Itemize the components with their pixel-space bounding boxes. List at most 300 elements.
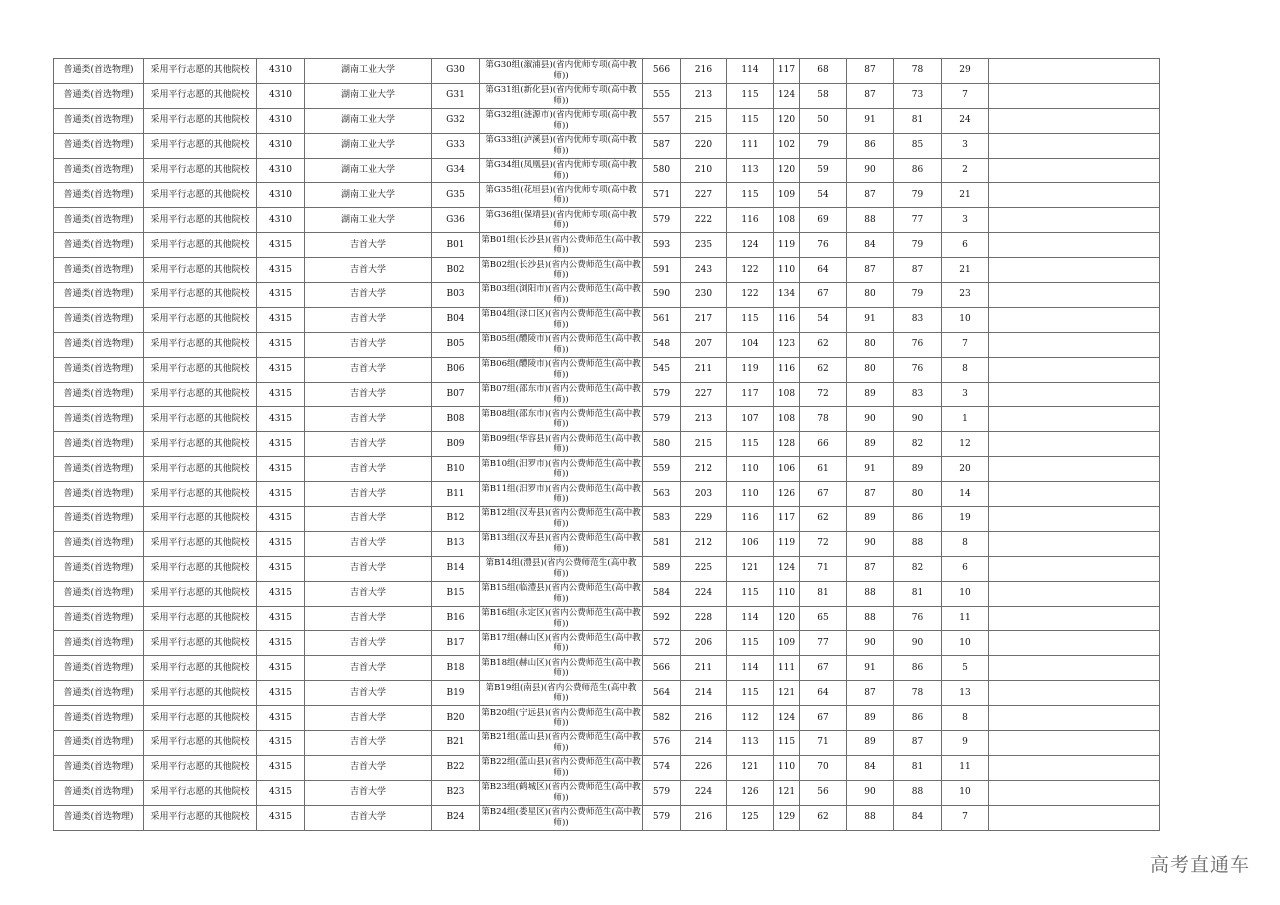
cell-score-main: 227: [681, 183, 727, 208]
cell-score-e: 87: [894, 731, 942, 756]
cell-score-e: 86: [894, 656, 942, 681]
cell-score-total: 576: [643, 731, 681, 756]
cell-score-e: 81: [894, 755, 942, 780]
cell-group-code: B16: [432, 606, 480, 631]
cell-category: 普通类(首选物理): [54, 233, 144, 258]
cell-score-c: 77: [800, 631, 847, 656]
cell-school-name: 湖南工业大学: [305, 133, 432, 158]
cell-score-b: 106: [774, 457, 800, 482]
cell-school-code: 4310: [257, 83, 305, 108]
cell-score-total: 579: [643, 805, 681, 830]
cell-school-name: 吉首大学: [305, 731, 432, 756]
table-row: [54, 59, 1160, 84]
cell-note: [989, 332, 1160, 357]
cell-score-b: 120: [774, 606, 800, 631]
cell-score-d: 86: [847, 133, 894, 158]
table-row: [54, 507, 1160, 532]
cell-score-c: 54: [800, 183, 847, 208]
cell-rank: 3: [942, 382, 989, 407]
cell-group-name: 第G33组(泸溪县)(省内优师专项(高中教师)): [480, 133, 643, 158]
cell-score-a: 114: [727, 59, 774, 84]
cell-category: 普通类(首选物理): [54, 382, 144, 407]
cell-rank: 20: [942, 457, 989, 482]
cell-score-total: 579: [643, 780, 681, 805]
cell-school-code: 4315: [257, 606, 305, 631]
cell-group-code: B04: [432, 307, 480, 332]
cell-score-e: 81: [894, 581, 942, 606]
cell-score-b: 110: [774, 755, 800, 780]
cell-score-b: 121: [774, 780, 800, 805]
cell-score-total: 566: [643, 59, 681, 84]
cell-score-main: 216: [681, 805, 727, 830]
cell-category: 普通类(首选物理): [54, 332, 144, 357]
cell-score-main: 215: [681, 432, 727, 457]
table-row: [54, 656, 1160, 681]
cell-category: 普通类(首选物理): [54, 432, 144, 457]
table-body: [54, 59, 1160, 831]
cell-score-e: 81: [894, 108, 942, 133]
cell-score-e: 76: [894, 332, 942, 357]
cell-score-a: 115: [727, 183, 774, 208]
cell-note: [989, 258, 1160, 283]
cell-score-d: 89: [847, 382, 894, 407]
cell-score-total: 572: [643, 631, 681, 656]
table-row: [54, 706, 1160, 731]
cell-score-d: 90: [847, 531, 894, 556]
cell-group-code: B08: [432, 407, 480, 432]
cell-score-e: 76: [894, 357, 942, 382]
cell-school-name: 吉首大学: [305, 531, 432, 556]
cell-rank: 13: [942, 681, 989, 706]
cell-school-name: 吉首大学: [305, 457, 432, 482]
cell-score-total: 592: [643, 606, 681, 631]
cell-group-code: B06: [432, 357, 480, 382]
cell-group-name: 第G30组(溆浦县)(省内优师专项(高中教师)): [480, 59, 643, 84]
cell-group-name: 第B09组(华容县)(省内公费师范生(高中教师)): [480, 432, 643, 457]
cell-score-c: 67: [800, 706, 847, 731]
cell-score-d: 87: [847, 258, 894, 283]
table-row: [54, 83, 1160, 108]
cell-school-name: 湖南工业大学: [305, 183, 432, 208]
cell-school-code: 4315: [257, 581, 305, 606]
table-row: [54, 233, 1160, 258]
cell-group-code: B13: [432, 531, 480, 556]
table-row: [54, 108, 1160, 133]
cell-batch: 采用平行志愿的其他院校: [144, 581, 257, 606]
cell-batch: 采用平行志愿的其他院校: [144, 755, 257, 780]
cell-score-a: 113: [727, 158, 774, 183]
cell-score-c: 72: [800, 531, 847, 556]
cell-note: [989, 731, 1160, 756]
cell-note: [989, 457, 1160, 482]
cell-score-e: 88: [894, 531, 942, 556]
cell-score-d: 88: [847, 606, 894, 631]
cell-score-c: 71: [800, 556, 847, 581]
cell-score-c: 76: [800, 233, 847, 258]
cell-rank: 19: [942, 507, 989, 532]
cell-note: [989, 755, 1160, 780]
cell-score-e: 90: [894, 631, 942, 656]
cell-score-main: 216: [681, 706, 727, 731]
cell-group-name: 第B08组(邵东市)(省内公费师范生(高中教师)): [480, 407, 643, 432]
cell-group-name: 第B06组(醴陵市)(省内公费师范生(高中教师)): [480, 357, 643, 382]
table-row: [54, 606, 1160, 631]
cell-group-name: 第B21组(蓝山县)(省内公费师范生(高中教师)): [480, 731, 643, 756]
cell-note: [989, 681, 1160, 706]
cell-school-name: 吉首大学: [305, 432, 432, 457]
cell-score-main: 224: [681, 780, 727, 805]
cell-score-b: 111: [774, 656, 800, 681]
cell-group-code: B14: [432, 556, 480, 581]
cell-score-main: 243: [681, 258, 727, 283]
cell-score-a: 114: [727, 606, 774, 631]
cell-score-e: 79: [894, 183, 942, 208]
cell-group-name: 第B22组(蓝山县)(省内公费师范生(高中教师)): [480, 755, 643, 780]
cell-school-name: 湖南工业大学: [305, 83, 432, 108]
cell-batch: 采用平行志愿的其他院校: [144, 307, 257, 332]
cell-batch: 采用平行志愿的其他院校: [144, 507, 257, 532]
cell-score-a: 117: [727, 382, 774, 407]
cell-score-main: 213: [681, 407, 727, 432]
cell-score-b: 124: [774, 556, 800, 581]
cell-note: [989, 507, 1160, 532]
cell-school-name: 吉首大学: [305, 780, 432, 805]
cell-category: 普通类(首选物理): [54, 457, 144, 482]
cell-note: [989, 158, 1160, 183]
cell-score-total: 583: [643, 507, 681, 532]
cell-rank: 21: [942, 183, 989, 208]
cell-rank: 1: [942, 407, 989, 432]
cell-rank: 9: [942, 731, 989, 756]
cell-score-b: 134: [774, 283, 800, 308]
cell-score-main: 207: [681, 332, 727, 357]
cell-batch: 采用平行志愿的其他院校: [144, 731, 257, 756]
cell-score-d: 89: [847, 432, 894, 457]
cell-note: [989, 283, 1160, 308]
cell-score-main: 212: [681, 531, 727, 556]
cell-school-code: 4310: [257, 59, 305, 84]
cell-score-e: 80: [894, 482, 942, 507]
table-row: [54, 731, 1160, 756]
cell-rank: 7: [942, 805, 989, 830]
cell-school-name: 湖南工业大学: [305, 59, 432, 84]
cell-school-name: 吉首大学: [305, 357, 432, 382]
cell-rank: 14: [942, 482, 989, 507]
cell-score-d: 80: [847, 332, 894, 357]
table-row: [54, 805, 1160, 830]
cell-score-c: 67: [800, 656, 847, 681]
cell-score-c: 50: [800, 108, 847, 133]
cell-score-d: 90: [847, 631, 894, 656]
cell-school-name: 吉首大学: [305, 382, 432, 407]
cell-score-b: 124: [774, 83, 800, 108]
table-row: [54, 382, 1160, 407]
cell-score-c: 62: [800, 357, 847, 382]
cell-rank: 7: [942, 83, 989, 108]
cell-score-a: 119: [727, 357, 774, 382]
cell-score-c: 81: [800, 581, 847, 606]
cell-score-b: 108: [774, 382, 800, 407]
cell-school-name: 吉首大学: [305, 307, 432, 332]
cell-school-name: 吉首大学: [305, 407, 432, 432]
cell-score-total: 591: [643, 258, 681, 283]
cell-school-name: 吉首大学: [305, 482, 432, 507]
cell-school-code: 4315: [257, 382, 305, 407]
cell-note: [989, 307, 1160, 332]
table-row: [54, 581, 1160, 606]
cell-school-code: 4310: [257, 158, 305, 183]
table-row: [54, 283, 1160, 308]
cell-category: 普通类(首选物理): [54, 83, 144, 108]
cell-group-name: 第B12组(汉寿县)(省内公费师范生(高中教师)): [480, 507, 643, 532]
cell-score-d: 88: [847, 805, 894, 830]
cell-batch: 采用平行志愿的其他院校: [144, 805, 257, 830]
cell-school-code: 4315: [257, 706, 305, 731]
cell-rank: 10: [942, 780, 989, 805]
cell-score-a: 113: [727, 731, 774, 756]
cell-score-b: 124: [774, 706, 800, 731]
cell-score-c: 70: [800, 755, 847, 780]
cell-note: [989, 233, 1160, 258]
cell-rank: 24: [942, 108, 989, 133]
cell-category: 普通类(首选物理): [54, 357, 144, 382]
cell-group-code: B18: [432, 656, 480, 681]
cell-score-total: 545: [643, 357, 681, 382]
cell-batch: 采用平行志愿的其他院校: [144, 108, 257, 133]
cell-school-code: 4315: [257, 780, 305, 805]
cell-school-name: 吉首大学: [305, 581, 432, 606]
cell-score-d: 88: [847, 208, 894, 233]
cell-note: [989, 706, 1160, 731]
cell-score-main: 206: [681, 631, 727, 656]
cell-score-total: 574: [643, 755, 681, 780]
cell-note: [989, 108, 1160, 133]
cell-score-a: 121: [727, 556, 774, 581]
cell-group-code: B03: [432, 283, 480, 308]
cell-category: 普通类(首选物理): [54, 133, 144, 158]
cell-batch: 采用平行志愿的其他院校: [144, 158, 257, 183]
cell-group-code: B11: [432, 482, 480, 507]
cell-group-code: B24: [432, 805, 480, 830]
cell-school-code: 4315: [257, 531, 305, 556]
cell-score-b: 110: [774, 581, 800, 606]
cell-score-main: 213: [681, 83, 727, 108]
cell-score-b: 109: [774, 183, 800, 208]
cell-group-code: G30: [432, 59, 480, 84]
cell-score-d: 80: [847, 283, 894, 308]
cell-note: [989, 531, 1160, 556]
cell-category: 普通类(首选物理): [54, 507, 144, 532]
watermark-text: 高考直通车: [1149, 854, 1250, 876]
cell-school-code: 4310: [257, 133, 305, 158]
cell-score-a: 110: [727, 482, 774, 507]
cell-batch: 采用平行志愿的其他院校: [144, 556, 257, 581]
cell-category: 普通类(首选物理): [54, 108, 144, 133]
cell-score-main: 215: [681, 108, 727, 133]
cell-category: 普通类(首选物理): [54, 606, 144, 631]
cell-school-code: 4315: [257, 407, 305, 432]
cell-group-name: 第B15组(临澧县)(省内公费师范生(高中教师)): [480, 581, 643, 606]
cell-score-d: 84: [847, 755, 894, 780]
cell-category: 普通类(首选物理): [54, 681, 144, 706]
cell-score-c: 65: [800, 606, 847, 631]
cell-score-c: 58: [800, 83, 847, 108]
cell-score-c: 59: [800, 158, 847, 183]
cell-score-a: 125: [727, 805, 774, 830]
cell-school-code: 4315: [257, 258, 305, 283]
cell-rank: 6: [942, 233, 989, 258]
cell-score-d: 89: [847, 706, 894, 731]
cell-rank: 7: [942, 332, 989, 357]
cell-group-code: B01: [432, 233, 480, 258]
table-row: [54, 556, 1160, 581]
cell-batch: 采用平行志愿的其他院校: [144, 59, 257, 84]
cell-score-e: 83: [894, 382, 942, 407]
table-row: [54, 357, 1160, 382]
cell-group-name: 第B17组(赫山区)(省内公费师范生(高中教师)): [480, 631, 643, 656]
cell-score-b: 115: [774, 731, 800, 756]
cell-score-c: 54: [800, 307, 847, 332]
cell-group-code: B15: [432, 581, 480, 606]
cell-score-e: 76: [894, 606, 942, 631]
cell-school-code: 4315: [257, 357, 305, 382]
cell-note: [989, 556, 1160, 581]
cell-score-total: 593: [643, 233, 681, 258]
cell-score-a: 112: [727, 706, 774, 731]
table-row: [54, 457, 1160, 482]
cell-group-code: B17: [432, 631, 480, 656]
cell-score-total: 582: [643, 706, 681, 731]
cell-score-c: 69: [800, 208, 847, 233]
cell-score-d: 87: [847, 482, 894, 507]
cell-score-e: 84: [894, 805, 942, 830]
cell-score-d: 80: [847, 357, 894, 382]
cell-score-b: 119: [774, 531, 800, 556]
cell-note: [989, 133, 1160, 158]
cell-score-main: 230: [681, 283, 727, 308]
cell-group-name: 第B11组(汨罗市)(省内公费师范生(高中教师)): [480, 482, 643, 507]
cell-score-c: 67: [800, 482, 847, 507]
cell-note: [989, 407, 1160, 432]
cell-score-main: 226: [681, 755, 727, 780]
cell-score-d: 88: [847, 581, 894, 606]
cell-score-main: 211: [681, 357, 727, 382]
cell-score-b: 102: [774, 133, 800, 158]
cell-category: 普通类(首选物理): [54, 556, 144, 581]
cell-batch: 采用平行志愿的其他院校: [144, 457, 257, 482]
table-row: [54, 258, 1160, 283]
cell-group-code: G36: [432, 208, 480, 233]
cell-score-d: 87: [847, 183, 894, 208]
cell-score-total: 548: [643, 332, 681, 357]
cell-school-code: 4315: [257, 457, 305, 482]
cell-school-name: 吉首大学: [305, 332, 432, 357]
cell-score-b: 117: [774, 59, 800, 84]
cell-group-name: 第G36组(保靖县)(省内优师专项(高中教师)): [480, 208, 643, 233]
cell-note: [989, 805, 1160, 830]
cell-batch: 采用平行志愿的其他院校: [144, 382, 257, 407]
table-row: [54, 482, 1160, 507]
cell-score-c: 78: [800, 407, 847, 432]
cell-category: 普通类(首选物理): [54, 531, 144, 556]
cell-score-total: 580: [643, 158, 681, 183]
cell-score-b: 129: [774, 805, 800, 830]
cell-score-a: 121: [727, 755, 774, 780]
cell-batch: 采用平行志愿的其他院校: [144, 482, 257, 507]
cell-score-c: 64: [800, 681, 847, 706]
cell-score-d: 90: [847, 158, 894, 183]
cell-score-c: 71: [800, 731, 847, 756]
cell-rank: 2: [942, 158, 989, 183]
cell-group-name: 第B04组(渌口区)(省内公费师范生(高中教师)): [480, 307, 643, 332]
cell-school-name: 吉首大学: [305, 258, 432, 283]
cell-school-code: 4315: [257, 656, 305, 681]
cell-score-a: 124: [727, 233, 774, 258]
cell-score-a: 111: [727, 133, 774, 158]
cell-school-name: 吉首大学: [305, 556, 432, 581]
cell-score-e: 78: [894, 59, 942, 84]
cell-score-a: 110: [727, 457, 774, 482]
cell-group-code: B22: [432, 755, 480, 780]
cell-category: 普通类(首选物理): [54, 581, 144, 606]
cell-score-e: 79: [894, 283, 942, 308]
cell-score-d: 87: [847, 556, 894, 581]
cell-group-name: 第B01组(长沙县)(省内公费师范生(高中教师)): [480, 233, 643, 258]
cell-score-main: 212: [681, 457, 727, 482]
cell-rank: 23: [942, 283, 989, 308]
cell-rank: 10: [942, 581, 989, 606]
cell-score-total: 579: [643, 382, 681, 407]
cell-score-b: 108: [774, 208, 800, 233]
cell-school-code: 4315: [257, 507, 305, 532]
cell-score-total: 555: [643, 83, 681, 108]
cell-rank: 8: [942, 357, 989, 382]
cell-group-name: 第B23组(鹤城区)(省内公费师范生(高中教师)): [480, 780, 643, 805]
table-row: [54, 158, 1160, 183]
cell-note: [989, 208, 1160, 233]
cell-score-a: 107: [727, 407, 774, 432]
cell-category: 普通类(首选物理): [54, 706, 144, 731]
cell-note: [989, 482, 1160, 507]
cell-category: 普通类(首选物理): [54, 631, 144, 656]
cell-note: [989, 357, 1160, 382]
cell-group-name: 第B07组(邵东市)(省内公费师范生(高中教师)): [480, 382, 643, 407]
cell-score-main: 227: [681, 382, 727, 407]
cell-score-c: 68: [800, 59, 847, 84]
cell-score-b: 110: [774, 258, 800, 283]
cell-group-code: B09: [432, 432, 480, 457]
cell-score-total: 579: [643, 208, 681, 233]
cell-rank: 21: [942, 258, 989, 283]
cell-score-c: 64: [800, 258, 847, 283]
cell-score-d: 91: [847, 108, 894, 133]
cell-school-code: 4315: [257, 283, 305, 308]
cell-score-total: 580: [643, 432, 681, 457]
table-row: [54, 681, 1160, 706]
cell-group-name: 第B19组(南县)(省内公费师范生(高中教师)): [480, 681, 643, 706]
cell-score-b: 120: [774, 158, 800, 183]
cell-group-name: 第B14组(澧县)(省内公费师范生(高中教师)): [480, 556, 643, 581]
cell-group-code: B10: [432, 457, 480, 482]
cell-batch: 采用平行志愿的其他院校: [144, 631, 257, 656]
table-row: [54, 332, 1160, 357]
cell-group-name: 第B24组(娄星区)(省内公费师范生(高中教师)): [480, 805, 643, 830]
cell-group-code: G31: [432, 83, 480, 108]
cell-score-e: 88: [894, 780, 942, 805]
table-row: [54, 432, 1160, 457]
cell-score-total: 564: [643, 681, 681, 706]
cell-group-name: 第B02组(长沙县)(省内公费师范生(高中教师)): [480, 258, 643, 283]
